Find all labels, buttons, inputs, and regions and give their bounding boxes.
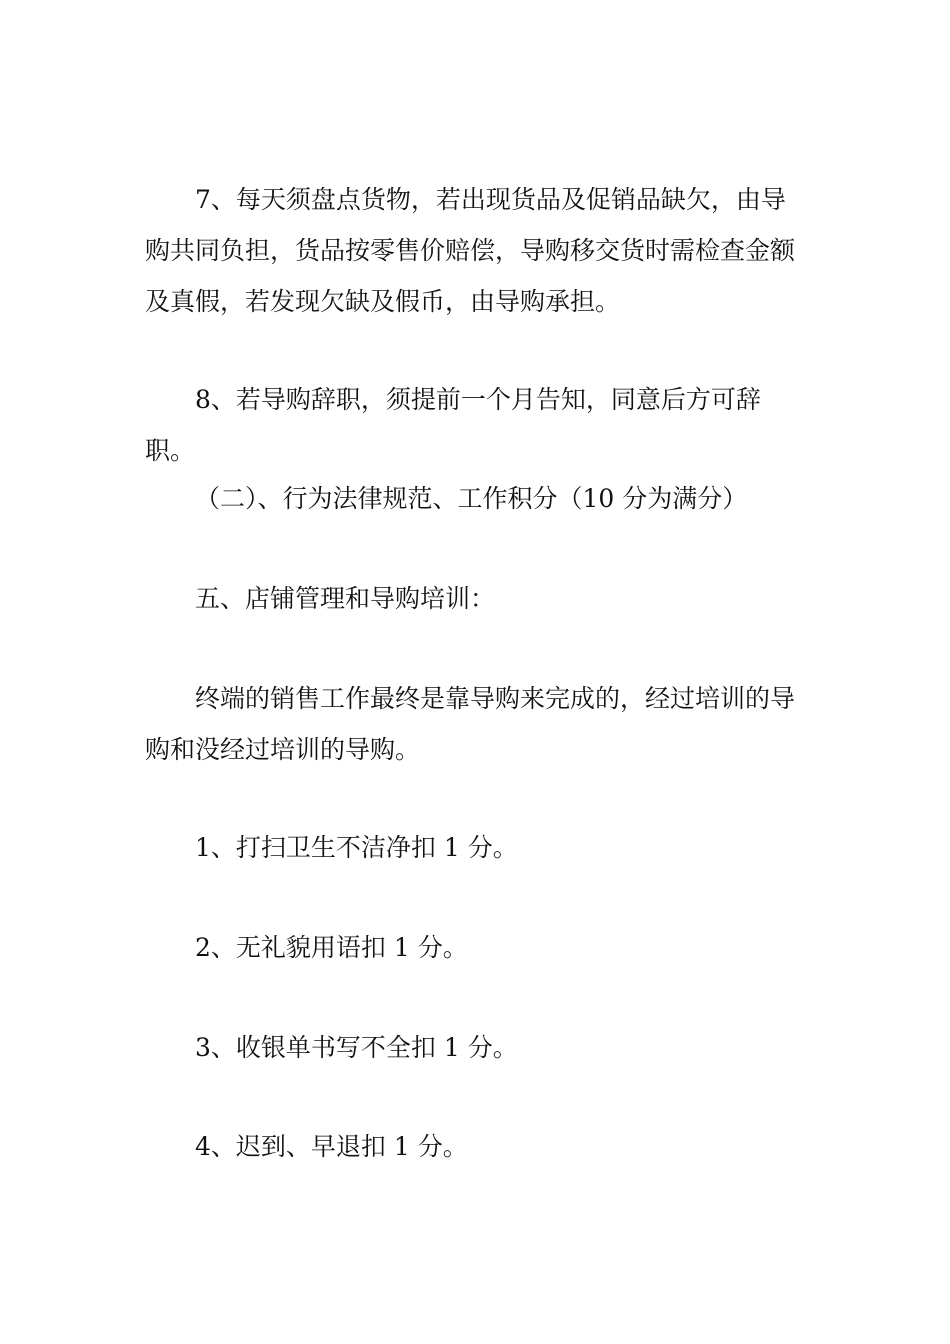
section-heading-store-training: 五、店铺管理和导购培训： (195, 584, 496, 613)
rule-item-2: 2、无礼貌用语扣 1 分。 (195, 933, 468, 962)
paragraph-item-8-resignation: 8、若导购辞职，须提前一个月告知，同意后方可辞职。 (145, 385, 761, 465)
paragraph-training-intro: 终端的销售工作最终是靠导购来完成的，经过培训的导购和没经过培训的导购。 (145, 684, 796, 764)
rule-item-4: 4、迟到、早退扣 1 分。 (195, 1132, 468, 1161)
rule-item-3: 3、收银单书写不全扣 1 分。 (195, 1033, 518, 1062)
paragraph-item-7-inventory: 7、每天须盘点货物，若出现货品及促销品缺欠，由导购共同负担，货品按零售价赔偿，导购移交货时需检查金额及真假，若发现欠缺及假币，由导购承担。 (145, 185, 796, 316)
section-heading-behavior-rules: （二）、行为法律规范、工作积分（10 分为满分） (195, 484, 748, 513)
rule-item-1: 1、打扫卫生不洁净扣 1 分。 (195, 833, 518, 862)
